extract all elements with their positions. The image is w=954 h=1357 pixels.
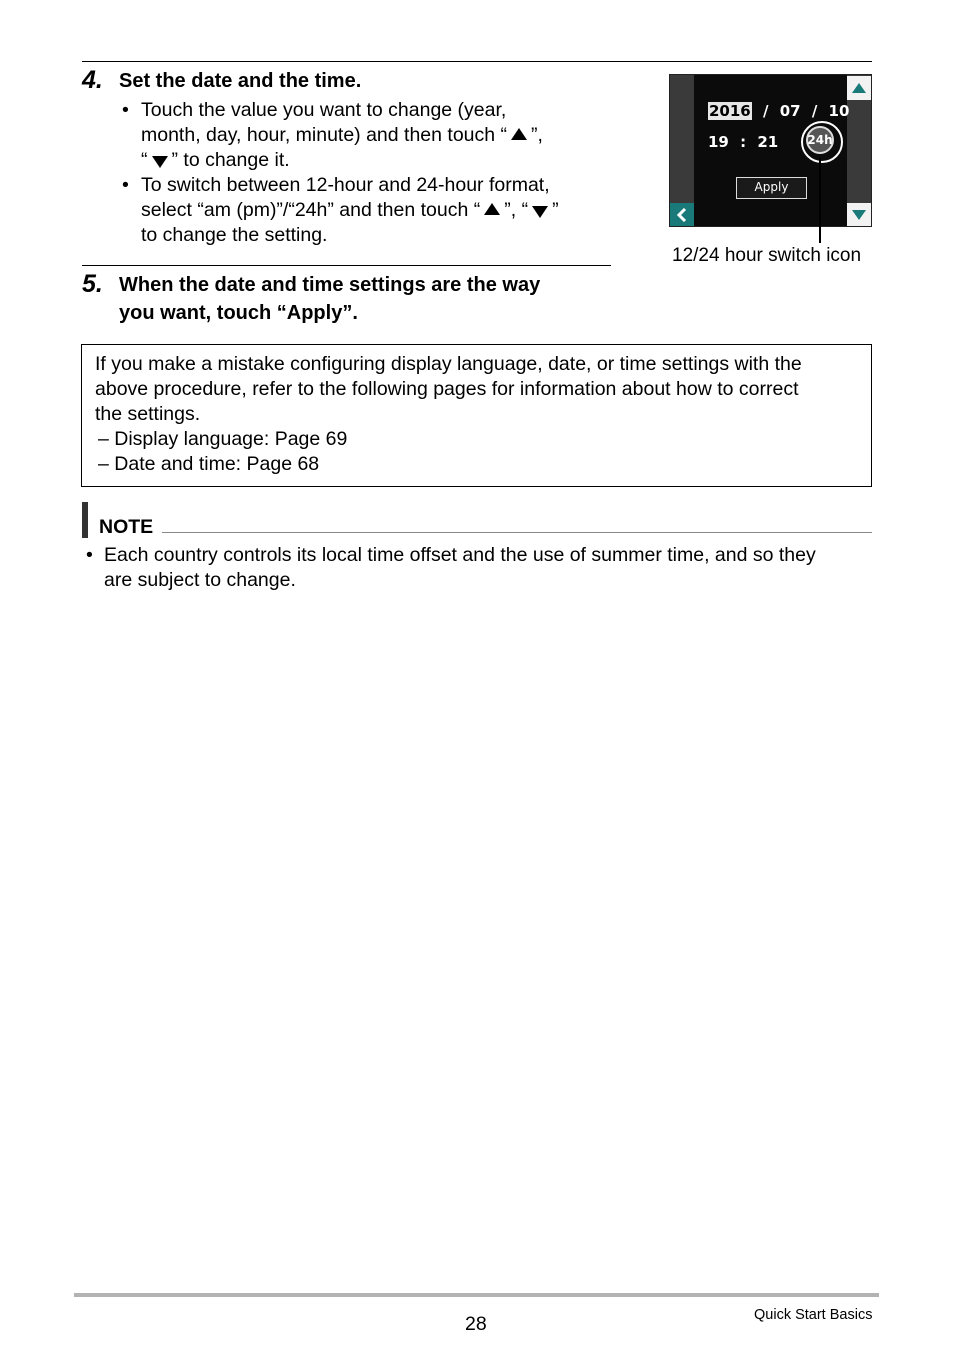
step-4-bullet-2-line-2-text-a: select “am (pm)”/“24h” and then touch “: [141, 199, 481, 221]
info-box-line-3: the settings.: [95, 403, 201, 425]
step-4-bullet-1-line-2-text-a: month, day, hour, minute) and then touch “: [141, 124, 508, 146]
triangle-down-icon: [152, 156, 168, 168]
screen-time-row: [708, 134, 778, 150]
step-4-bullet-2-line-2-text-b: ”, “: [504, 199, 529, 221]
footer-rule: [74, 1293, 879, 1297]
year-field[interactable]: 2016: [709, 102, 751, 120]
info-box-line-2: above procedure, refer to the following pages for information about how to correct: [95, 378, 799, 400]
info-box-item-display-language: – Display language: Page 69: [98, 428, 348, 450]
note-bullet-glyph: •: [86, 544, 93, 566]
chevron-left-icon: [677, 208, 687, 222]
note-marker: [82, 502, 88, 538]
apply-button[interactable]: Apply: [736, 177, 807, 199]
month-field[interactable]: 07: [779, 102, 801, 120]
step-4-bullet-1-line-2: [141, 123, 543, 148]
note-line-2: are subject to change.: [104, 569, 296, 591]
step-4-number: 4.: [82, 66, 103, 94]
step-4-bullet-2-glyph: •: [122, 174, 129, 196]
triangle-up-icon: [484, 203, 500, 215]
info-box-item-date-time: – Date and time: Page 68: [98, 453, 320, 475]
time-separator: :: [740, 133, 747, 151]
scroll-down-button[interactable]: [847, 203, 871, 226]
info-box-line-1: If you make a mistake configuring display language, date, or time settings with the: [95, 353, 802, 375]
date-separator: /: [762, 102, 769, 120]
step-4-bullet-1-glyph: •: [122, 99, 129, 121]
date-separator: /: [811, 102, 818, 120]
top-rule: [82, 61, 872, 62]
step-4-bullet-2-line-1: To switch between 12-hour and 24-hour format,: [141, 174, 550, 196]
triangle-up-icon: [852, 83, 866, 93]
step-4-bullet-1-line-2-text-b: ”,: [531, 124, 543, 146]
day-field[interactable]: 10: [828, 102, 850, 120]
hour-field[interactable]: 19: [708, 133, 729, 151]
minute-field[interactable]: 21: [757, 133, 779, 151]
step-5-title-line-2: you want, touch “Apply”.: [119, 302, 358, 324]
info-box: [81, 344, 872, 487]
screen-caption: 12/24 hour switch icon: [672, 245, 862, 266]
note-line-1: Each country controls its local time offset and the use of summer time, and so they: [104, 544, 816, 566]
step-4-bullet-2-line-2: [141, 198, 559, 223]
step-4-bullet-1-line-3: [141, 148, 290, 173]
step-4-title: Set the date and the time.: [119, 70, 362, 92]
scroll-up-button[interactable]: [847, 76, 871, 100]
back-button[interactable]: [670, 203, 694, 226]
triangle-down-icon: [532, 206, 548, 218]
camera-screen-illustration: [669, 74, 872, 227]
page-number: 28: [465, 1313, 487, 1335]
step-4-bullet-2-line-2-text-c: ”: [552, 199, 559, 221]
step-5-number: 5.: [82, 270, 103, 298]
step-4-bullet-2-line-3: to change the setting.: [141, 224, 328, 246]
format-toggle-button[interactable]: [806, 126, 834, 154]
step-separator: [82, 265, 611, 266]
note-label: NOTE: [99, 516, 154, 538]
step-4-bullet-1-line-3-text-b: ” to change it.: [171, 149, 290, 171]
triangle-up-icon: [511, 128, 527, 140]
section-title: Quick Start Basics: [754, 1307, 873, 1323]
callout-line: [819, 158, 821, 243]
format-toggle-label: 24h: [807, 133, 833, 147]
step-4-bullet-1-line-1: Touch the value you want to change (year,: [141, 99, 507, 121]
screen-date-row: [708, 103, 849, 119]
triangle-down-icon: [852, 210, 866, 220]
step-4-bullet-1-line-3-text-a: “: [141, 149, 148, 171]
step-5-title-line-1: When the date and time settings are the way: [119, 274, 541, 296]
note-rule: [162, 532, 872, 533]
